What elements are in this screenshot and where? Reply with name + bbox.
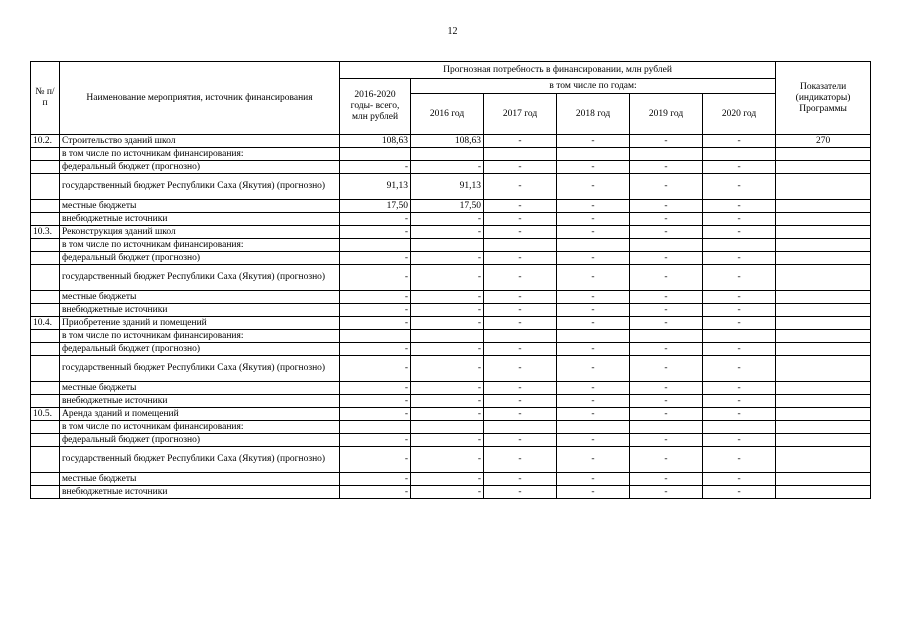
col-header-total: 2016-2020 годы- всего, млн рублей [340, 79, 411, 135]
cell-2020: - [703, 395, 776, 408]
row-number: 10.4. [31, 317, 60, 330]
cell-2019: - [630, 408, 703, 421]
cell-2019: - [630, 265, 703, 291]
row-number [31, 382, 60, 395]
cell-2020: - [703, 447, 776, 473]
cell-2019: - [630, 174, 703, 200]
row-number: 10.3. [31, 226, 60, 239]
cell-indicator: 270 [776, 135, 871, 148]
col-header-year-2019: 2019 год [630, 94, 703, 135]
row-number [31, 304, 60, 317]
row-name: Приобретение зданий и помещений [60, 317, 340, 330]
row-number [31, 395, 60, 408]
table-row [31, 408, 871, 421]
col-header-funding: Прогнозная потребность в финансировании, млн рублей [340, 62, 776, 79]
cell-total: - [340, 356, 411, 382]
cell-2020: - [703, 213, 776, 226]
cell-2018: - [557, 135, 630, 148]
row-number [31, 148, 60, 161]
cell-indicator [776, 421, 871, 434]
row-number [31, 330, 60, 343]
cell-indicator [776, 356, 871, 382]
cell-2017: - [484, 135, 557, 148]
cell-2018: - [557, 486, 630, 499]
cell-2019: - [630, 486, 703, 499]
cell-2016 [411, 330, 484, 343]
cell-2018: - [557, 395, 630, 408]
col-header-by-year: в том числе по годам: [411, 79, 776, 94]
cell-2017 [484, 239, 557, 252]
row-name: Реконструкция зданий школ [60, 226, 340, 239]
row-number [31, 447, 60, 473]
cell-indicator [776, 304, 871, 317]
cell-indicator [776, 408, 871, 421]
cell-2020: - [703, 356, 776, 382]
cell-total: 108,63 [340, 135, 411, 148]
cell-2019: - [630, 161, 703, 174]
cell-total: - [340, 473, 411, 486]
cell-2019: - [630, 343, 703, 356]
cell-2016: - [411, 226, 484, 239]
row-name: в том числе по источникам финансирования: [60, 421, 340, 434]
row-number [31, 343, 60, 356]
col-header-year-2017: 2017 год [484, 94, 557, 135]
cell-indicator [776, 174, 871, 200]
cell-2018 [557, 148, 630, 161]
cell-2017 [484, 330, 557, 343]
cell-indicator [776, 148, 871, 161]
cell-2017 [484, 148, 557, 161]
cell-2020: - [703, 304, 776, 317]
row-number [31, 434, 60, 447]
row-name: в том числе по источникам финансирования: [60, 330, 340, 343]
row-number [31, 421, 60, 434]
cell-2019: - [630, 304, 703, 317]
table-row [31, 330, 871, 343]
cell-2017: - [484, 304, 557, 317]
cell-2017: - [484, 473, 557, 486]
row-number: 10.2. [31, 135, 60, 148]
cell-indicator [776, 226, 871, 239]
cell-2016: - [411, 317, 484, 330]
row-name: Строительство зданий школ [60, 135, 340, 148]
cell-2018: - [557, 174, 630, 200]
cell-2016: - [411, 291, 484, 304]
cell-indicator [776, 473, 871, 486]
cell-2017: - [484, 213, 557, 226]
table-row [31, 343, 871, 356]
row-name: федеральный бюджет (прогнозно) [60, 434, 340, 447]
cell-2016: 91,13 [411, 174, 484, 200]
cell-2017: - [484, 200, 557, 213]
cell-2017: - [484, 382, 557, 395]
cell-2018: - [557, 213, 630, 226]
cell-2016: 17,50 [411, 200, 484, 213]
cell-2019: - [630, 317, 703, 330]
row-name: в том числе по источникам финансирования: [60, 239, 340, 252]
cell-total: - [340, 447, 411, 473]
cell-total: 17,50 [340, 200, 411, 213]
cell-total [340, 421, 411, 434]
cell-total: - [340, 226, 411, 239]
cell-indicator [776, 265, 871, 291]
row-name: местные бюджеты [60, 200, 340, 213]
cell-2017: - [484, 252, 557, 265]
row-name: государственный бюджет Республики Саха (Якутия) (прогнозно) [60, 265, 340, 291]
row-name: внебюджетные источники [60, 486, 340, 499]
row-name: федеральный бюджет (прогнозно) [60, 252, 340, 265]
cell-indicator [776, 213, 871, 226]
cell-indicator [776, 252, 871, 265]
cell-2018: - [557, 434, 630, 447]
cell-2018: - [557, 382, 630, 395]
cell-2016: - [411, 304, 484, 317]
row-name: в том числе по источникам финансирования: [60, 148, 340, 161]
row-name: федеральный бюджет (прогнозно) [60, 343, 340, 356]
cell-2017: - [484, 408, 557, 421]
cell-indicator [776, 395, 871, 408]
table-row [31, 486, 871, 499]
cell-2016: - [411, 447, 484, 473]
cell-2020: - [703, 486, 776, 499]
cell-indicator [776, 434, 871, 447]
row-number [31, 486, 60, 499]
table-row [31, 200, 871, 213]
cell-2020: - [703, 473, 776, 486]
row-name: местные бюджеты [60, 473, 340, 486]
row-number [31, 265, 60, 291]
cell-indicator [776, 317, 871, 330]
cell-2016 [411, 148, 484, 161]
table-row [31, 161, 871, 174]
cell-2016: - [411, 265, 484, 291]
cell-2019: - [630, 395, 703, 408]
cell-2018 [557, 421, 630, 434]
row-number [31, 213, 60, 226]
cell-2020: - [703, 265, 776, 291]
col-header-year-2016: 2016 год [411, 94, 484, 135]
cell-2018: - [557, 317, 630, 330]
cell-total: - [340, 252, 411, 265]
cell-2018: - [557, 161, 630, 174]
cell-indicator [776, 291, 871, 304]
row-number [31, 356, 60, 382]
cell-total [340, 239, 411, 252]
cell-2019 [630, 421, 703, 434]
cell-total: - [340, 291, 411, 304]
cell-2019: - [630, 135, 703, 148]
cell-total: - [340, 395, 411, 408]
row-name: местные бюджеты [60, 382, 340, 395]
cell-2018: - [557, 304, 630, 317]
cell-2016: - [411, 408, 484, 421]
financing-table [30, 61, 871, 499]
cell-2017: - [484, 291, 557, 304]
cell-2016: - [411, 382, 484, 395]
cell-2018 [557, 239, 630, 252]
cell-total: - [340, 265, 411, 291]
cell-2018: - [557, 473, 630, 486]
cell-2020: - [703, 200, 776, 213]
cell-2017: - [484, 343, 557, 356]
cell-2018: - [557, 200, 630, 213]
row-number [31, 291, 60, 304]
cell-total: - [340, 317, 411, 330]
cell-total: 91,13 [340, 174, 411, 200]
table-row [31, 213, 871, 226]
cell-2017: - [484, 434, 557, 447]
table-body [31, 135, 871, 499]
cell-2019 [630, 330, 703, 343]
table-row [31, 239, 871, 252]
cell-indicator [776, 161, 871, 174]
cell-2017: - [484, 174, 557, 200]
cell-2017: - [484, 226, 557, 239]
cell-2020: - [703, 408, 776, 421]
cell-2016: - [411, 356, 484, 382]
cell-2020 [703, 148, 776, 161]
cell-2017 [484, 421, 557, 434]
cell-total [340, 148, 411, 161]
row-name: государственный бюджет Республики Саха (Якутия) (прогнозно) [60, 174, 340, 200]
cell-2018: - [557, 447, 630, 473]
cell-2019: - [630, 447, 703, 473]
cell-2020 [703, 421, 776, 434]
table-row [31, 447, 871, 473]
cell-2018: - [557, 408, 630, 421]
cell-2018: - [557, 226, 630, 239]
cell-2020: - [703, 382, 776, 395]
cell-2019 [630, 148, 703, 161]
cell-2016: - [411, 161, 484, 174]
table-row [31, 174, 871, 200]
cell-2019: - [630, 473, 703, 486]
cell-2019: - [630, 252, 703, 265]
col-header-year-2020: 2020 год [703, 94, 776, 135]
cell-2020 [703, 330, 776, 343]
page-number: 12 [447, 26, 458, 37]
cell-2020: - [703, 291, 776, 304]
table-row [31, 148, 871, 161]
table-row [31, 135, 871, 148]
cell-2019: - [630, 213, 703, 226]
cell-total: - [340, 382, 411, 395]
cell-2017: - [484, 356, 557, 382]
cell-total: - [340, 408, 411, 421]
cell-2018: - [557, 356, 630, 382]
cell-indicator [776, 343, 871, 356]
cell-total: - [340, 304, 411, 317]
row-number [31, 200, 60, 213]
cell-2020 [703, 239, 776, 252]
table-row [31, 317, 871, 330]
table-row [31, 473, 871, 486]
cell-2016: 108,63 [411, 135, 484, 148]
cell-2019: - [630, 291, 703, 304]
cell-2018: - [557, 252, 630, 265]
table-row [31, 291, 871, 304]
cell-2019: - [630, 200, 703, 213]
row-number [31, 252, 60, 265]
cell-indicator [776, 382, 871, 395]
col-header-name: Наименование мероприятия, источник финансирования [60, 62, 340, 135]
cell-2020: - [703, 135, 776, 148]
col-header-number: № п/п [31, 62, 60, 135]
col-header-indicators: Показатели (индикаторы) Программы [776, 62, 871, 135]
cell-indicator [776, 486, 871, 499]
cell-2016: - [411, 473, 484, 486]
cell-indicator [776, 447, 871, 473]
cell-total: - [340, 343, 411, 356]
cell-2020: - [703, 434, 776, 447]
cell-2016: - [411, 486, 484, 499]
cell-2019: - [630, 356, 703, 382]
cell-2016: - [411, 343, 484, 356]
cell-total: - [340, 434, 411, 447]
cell-2020: - [703, 226, 776, 239]
table-row [31, 421, 871, 434]
row-number [31, 161, 60, 174]
row-name: Аренда зданий и помещений [60, 408, 340, 421]
cell-2017: - [484, 317, 557, 330]
cell-2016 [411, 421, 484, 434]
row-name: внебюджетные источники [60, 213, 340, 226]
cell-2019: - [630, 226, 703, 239]
cell-2016: - [411, 395, 484, 408]
row-number [31, 473, 60, 486]
cell-2017: - [484, 161, 557, 174]
row-number [31, 174, 60, 200]
cell-2018 [557, 330, 630, 343]
table-row [31, 265, 871, 291]
cell-2018: - [557, 291, 630, 304]
table-row [31, 304, 871, 317]
cell-2019: - [630, 382, 703, 395]
row-name: федеральный бюджет (прогнозно) [60, 161, 340, 174]
cell-total: - [340, 486, 411, 499]
cell-2018: - [557, 343, 630, 356]
cell-2016: - [411, 252, 484, 265]
cell-2018: - [557, 265, 630, 291]
cell-2020: - [703, 252, 776, 265]
cell-indicator [776, 239, 871, 252]
cell-2017: - [484, 395, 557, 408]
row-name: внебюджетные источники [60, 304, 340, 317]
table-row [31, 252, 871, 265]
cell-2016: - [411, 434, 484, 447]
row-number: 10.5. [31, 408, 60, 421]
row-name: государственный бюджет Республики Саха (Якутия) (прогнозно) [60, 356, 340, 382]
cell-total: - [340, 213, 411, 226]
table-row [31, 356, 871, 382]
cell-2020: - [703, 317, 776, 330]
cell-2019 [630, 239, 703, 252]
table-row [31, 226, 871, 239]
cell-2017: - [484, 447, 557, 473]
cell-2019: - [630, 434, 703, 447]
cell-2017: - [484, 486, 557, 499]
cell-2016: - [411, 213, 484, 226]
table-row [31, 382, 871, 395]
table-header [31, 62, 871, 135]
cell-2017: - [484, 265, 557, 291]
row-name: государственный бюджет Республики Саха (Якутия) (прогнозно) [60, 447, 340, 473]
cell-indicator [776, 200, 871, 213]
cell-2016 [411, 239, 484, 252]
table-row [31, 434, 871, 447]
cell-total [340, 330, 411, 343]
row-name: внебюджетные источники [60, 395, 340, 408]
row-number [31, 239, 60, 252]
cell-2020: - [703, 161, 776, 174]
cell-2020: - [703, 174, 776, 200]
cell-indicator [776, 330, 871, 343]
row-name: местные бюджеты [60, 291, 340, 304]
col-header-year-2018: 2018 год [557, 94, 630, 135]
table-row [31, 395, 871, 408]
cell-total: - [340, 161, 411, 174]
cell-2020: - [703, 343, 776, 356]
